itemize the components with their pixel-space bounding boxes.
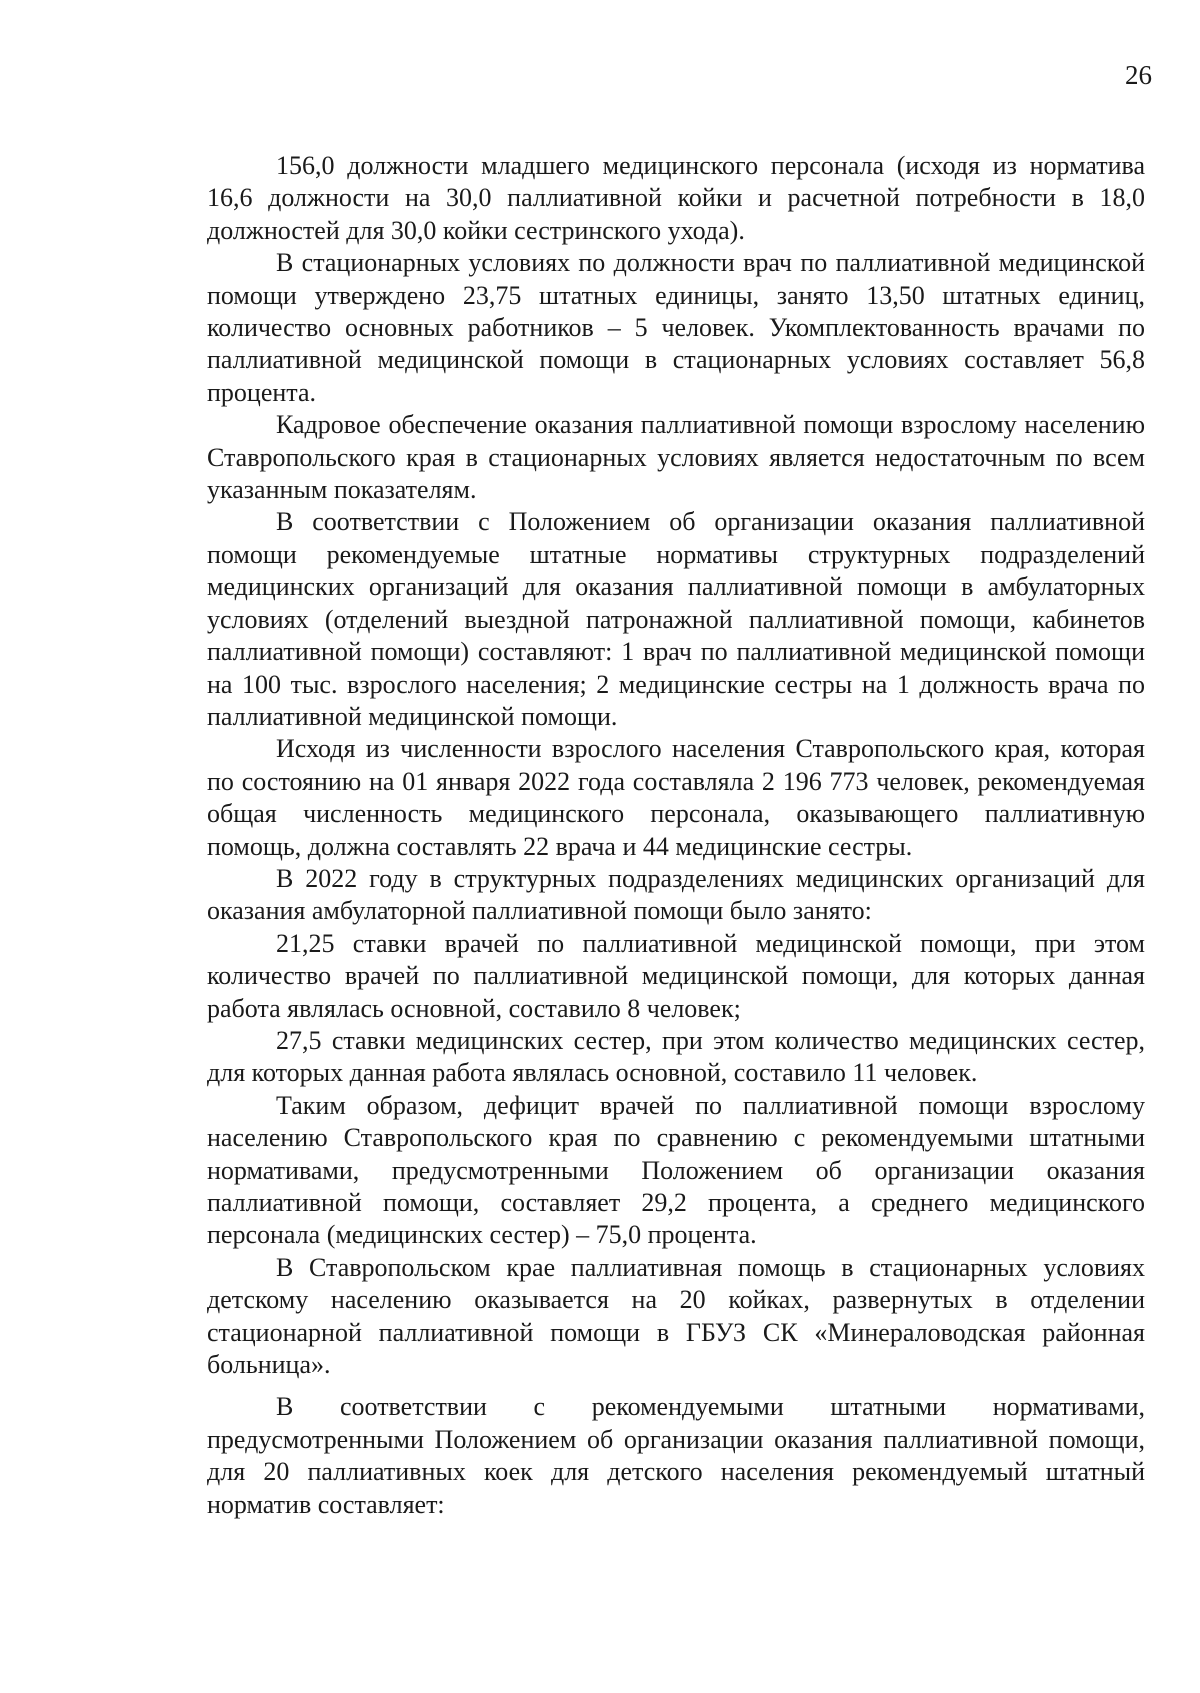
paragraph: Исходя из численности взрослого населения Ставропольского края, которая по состоянию на 01 января 2022 года составляла 2 196 773 человек, рекомендуемая общая численность медицинского персонала, оказывающего паллиативную помощь, должна составлять 22 врача и 44 медицинские сестры. bbox=[207, 734, 1145, 861]
paragraph: В соответствии с рекомендуемыми штатными нормативами, предусмотренными Положением об организации оказания паллиативной помощи, для 20 паллиативных коек для детского населения рекомендуемый штатный норматив составляет: bbox=[207, 1392, 1145, 1519]
paragraph: В Ставропольском крае паллиативная помощь в стационарных условиях детскому населению оказывается на 20 койках, развернутых в отделении стационарной паллиативной помощи в ГБУЗ СК «Минераловодская районная больница». bbox=[207, 1252, 1145, 1380]
paragraph: В 2022 году в структурных подразделениях медицинских организаций для оказания амбулаторной паллиативной помощи было занято: bbox=[207, 863, 1145, 926]
paragraph: 21,25 ставки врачей по паллиативной медицинской помощи, при этом количество врачей по паллиативной медицинской помощи, для которых данная работа являлась основной, составило 8 человек; bbox=[207, 928, 1145, 1023]
page-number: 26 bbox=[1125, 60, 1152, 90]
paragraph: В стационарных условиях по должности врач по паллиативной медицинской помощи утверждено 23,75 штатных единицы, занято 13,50 штатных единиц, количество основных работников – 5 человек. Укомплектованность врачами по паллиативной медицинской помощи в стационарных условиях составляет 56,8 процента. bbox=[207, 248, 1145, 407]
paragraph: Таким образом, дефицит врачей по паллиативной помощи взрослому населению Ставропольского края по сравнению с рекомендуемыми штатными нормативами, предусмотренными Положением об организации оказания паллиативной помощи, составляет 29,2 процента, а среднего медицинского персонала (медицинских сестер) – 75,0 процента. bbox=[207, 1090, 1145, 1250]
paragraph: 27,5 ставки медицинских сестер, при этом количество медицинских сестер, для которых данная работа являлась основной, составило 11 человек. bbox=[207, 1025, 1145, 1088]
paragraph: 156,0 должности младшего медицинского персонала (исходя из норматива 16,6 должности на 30,0 паллиативной койки и расчетной потребности в 18,0 должностей для 30,0 койки сестринского ухода). bbox=[207, 151, 1145, 245]
document-body bbox=[207, 150, 1145, 1521]
paragraph: Кадровое обеспечение оказания паллиативной помощи взрослому населению Ставропольского края в стационарных условиях является недостаточным по всем указанным показателям. bbox=[207, 410, 1145, 505]
paragraph: В соответствии с Положением об организации оказания паллиативной помощи рекомендуемые штатные нормативы структурных подразделений медицинских организаций для оказания паллиативной помощи в амбулаторных условиях (отделений выездной патронажной паллиативной помощи, кабинетов паллиативной помощи) составляют: 1 врач по паллиативной медицинской помощи на 100 тыс. взрослого населения; 2 медицинские сестры на 1 должность врача по паллиативной медицинской помощи. bbox=[207, 507, 1145, 731]
